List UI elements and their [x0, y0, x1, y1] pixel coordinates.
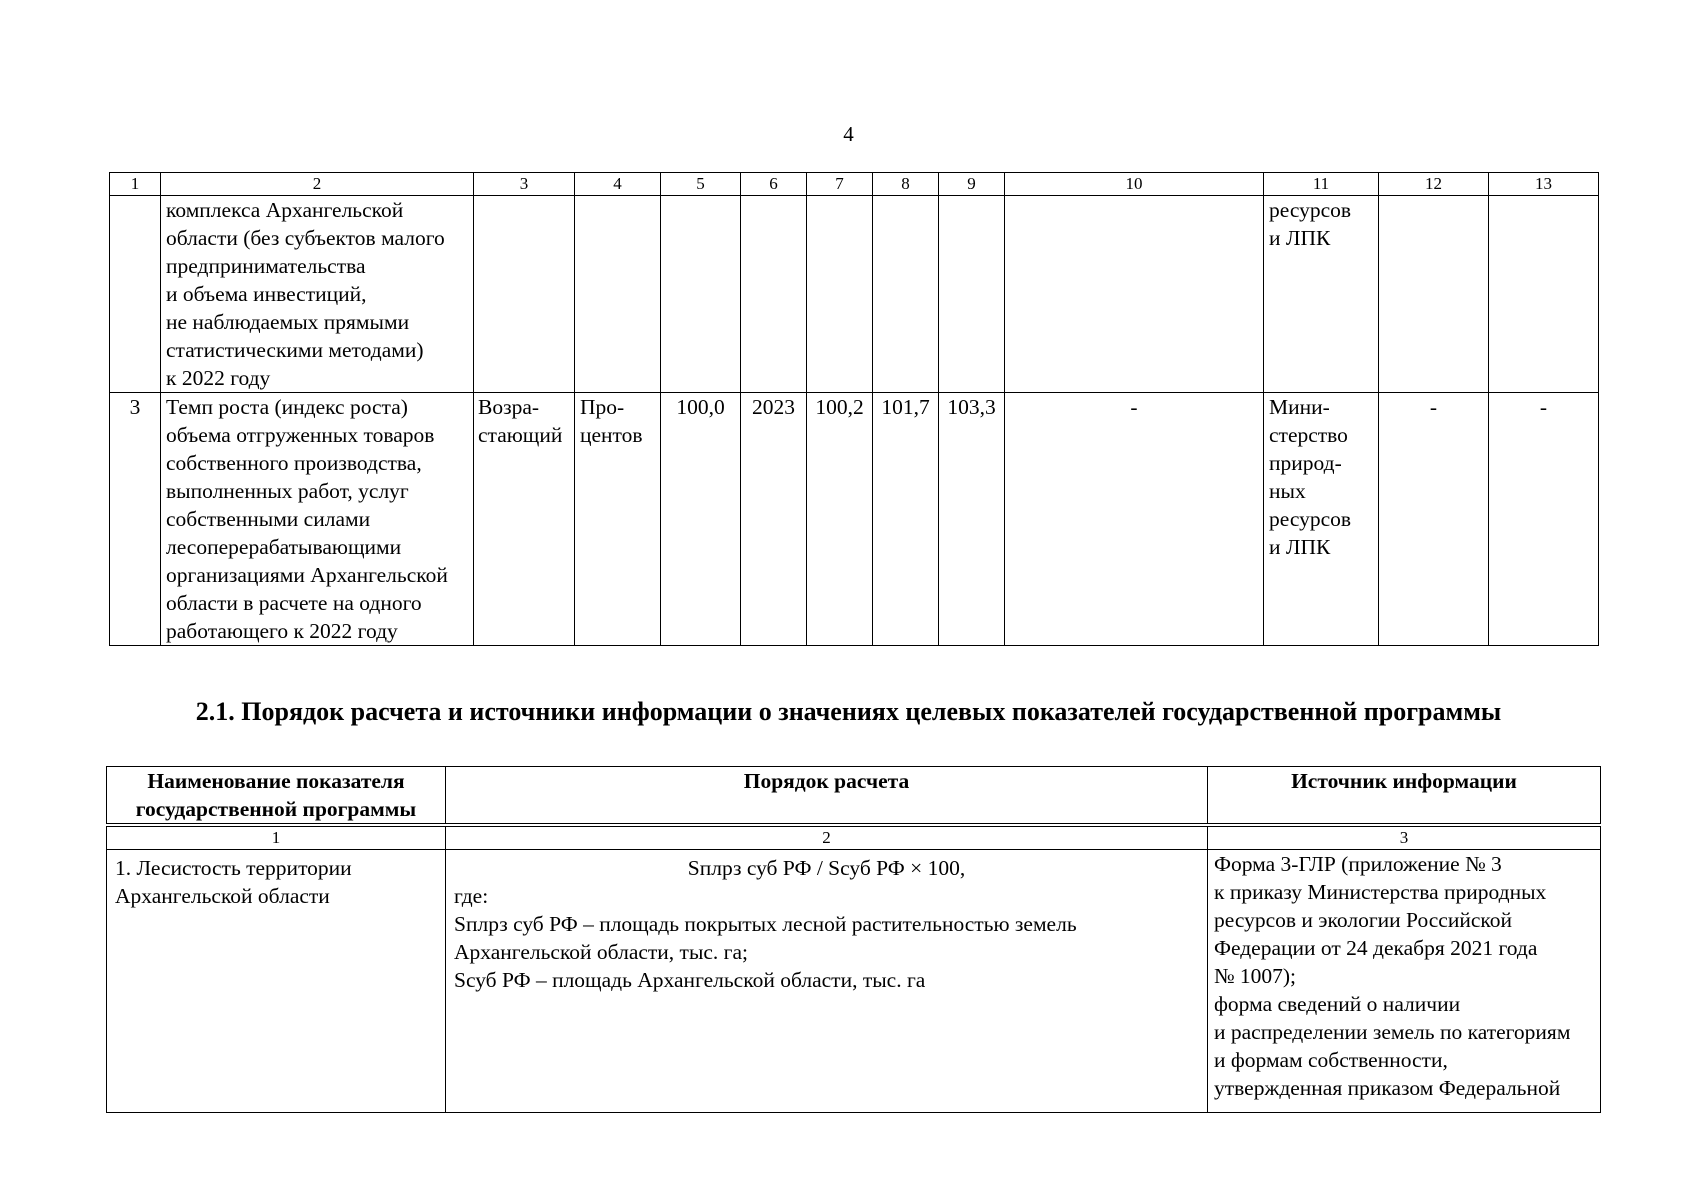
- table-cell: [474, 196, 575, 393]
- value-cell: 103,3: [939, 393, 1005, 646]
- unit-cell: Про- центов: [575, 393, 661, 646]
- table-cell: [661, 196, 741, 393]
- indicator-name-cell: Темп роста (индекс роста) объема отгруженных товаров собственного производства, выполненных работ, услуг собственными силами лесоперерабатывающими организациями Архангельской области в расчете на одного работающего к 2022 году: [161, 393, 474, 646]
- col-number: 1: [107, 825, 446, 850]
- header-source: Источник информации: [1208, 767, 1601, 826]
- col-number: 3: [474, 173, 575, 196]
- header-indicator-name: Наименование показателя государственной программы: [107, 767, 446, 826]
- table-cell: [575, 196, 661, 393]
- base-value-cell: 100,0: [661, 393, 741, 646]
- value-cell: -: [1489, 393, 1599, 646]
- table-cell: [939, 196, 1005, 393]
- col-number: 2: [161, 173, 474, 196]
- table-row: [110, 393, 1599, 646]
- value-cell: 100,2: [807, 393, 873, 646]
- table-cell: [1379, 196, 1489, 393]
- indicator-name-cell: комплекса Архангельской области (без субъектов малого предпринимательства и объема инвестиций, не наблюдаемых прямыми статистическими методами) к 2022 году: [161, 196, 474, 393]
- value-cell: -: [1379, 393, 1489, 646]
- col-number: 7: [807, 173, 873, 196]
- table-cell: [1005, 196, 1264, 393]
- formula: Sплрз суб РФ / Sсуб РФ × 100,: [687, 856, 966, 880]
- table-cell: [807, 196, 873, 393]
- table-row: [107, 850, 1601, 1113]
- column-numbers-row: [107, 825, 1601, 850]
- header-calculation: Порядок расчета: [446, 767, 1208, 826]
- col-number: 1: [110, 173, 161, 196]
- table-row: [110, 196, 1599, 393]
- value-cell: -: [1005, 393, 1264, 646]
- col-number: 10: [1005, 173, 1264, 196]
- table-cell: [110, 196, 161, 393]
- col-number: 9: [939, 173, 1005, 196]
- col-number: 5: [661, 173, 741, 196]
- responsible-cell: ресурсов и ЛПК: [1264, 196, 1379, 393]
- column-numbers-row: [110, 173, 1599, 196]
- indicator-name-cell: 1. Лесистость территории Архангельской области: [107, 850, 446, 1113]
- table-cell: [873, 196, 939, 393]
- calculation-cell: [446, 850, 1208, 1113]
- source-cell: Форма 3-ГЛР (приложение № 3 к приказу Министерства природных ресурсов и экологии Российской Федерации от 24 декабря 2021 года № 1007); форма сведений о наличии и распределении земель по категориям и формам собственности, утвержденная приказом Федеральной: [1208, 850, 1601, 1113]
- responsible-cell: Мини- стерство природ- ных ресурсов и ЛПК: [1264, 393, 1379, 646]
- col-number: 8: [873, 173, 939, 196]
- section-heading: 2.1. Порядок расчета и источники информации о значениях целевых показателей государственной программы: [195, 697, 1502, 726]
- col-number: 12: [1379, 173, 1489, 196]
- page-number: 4: [843, 122, 854, 146]
- col-number: 4: [575, 173, 661, 196]
- col-number: 11: [1264, 173, 1379, 196]
- row-number-cell: 3: [110, 393, 161, 646]
- table-cell: [741, 196, 807, 393]
- calculation-table: [106, 766, 1601, 1113]
- col-number: 3: [1208, 825, 1601, 850]
- col-number: 6: [741, 173, 807, 196]
- year-cell: 2023: [741, 393, 807, 646]
- col-number: 13: [1489, 173, 1599, 196]
- table-cell: [1489, 196, 1599, 393]
- header-row: [107, 767, 1601, 826]
- indicators-table: [109, 172, 1599, 646]
- col-number: 2: [446, 825, 1208, 850]
- trend-cell: Возра- стающий: [474, 393, 575, 646]
- value-cell: 101,7: [873, 393, 939, 646]
- formula-legend: где: Sплрз суб РФ – площадь покрытых лесной растительностью земель Архангельской области, тыс. га; Sсуб РФ – площадь Архангельской области, тыс. га: [454, 884, 1077, 992]
